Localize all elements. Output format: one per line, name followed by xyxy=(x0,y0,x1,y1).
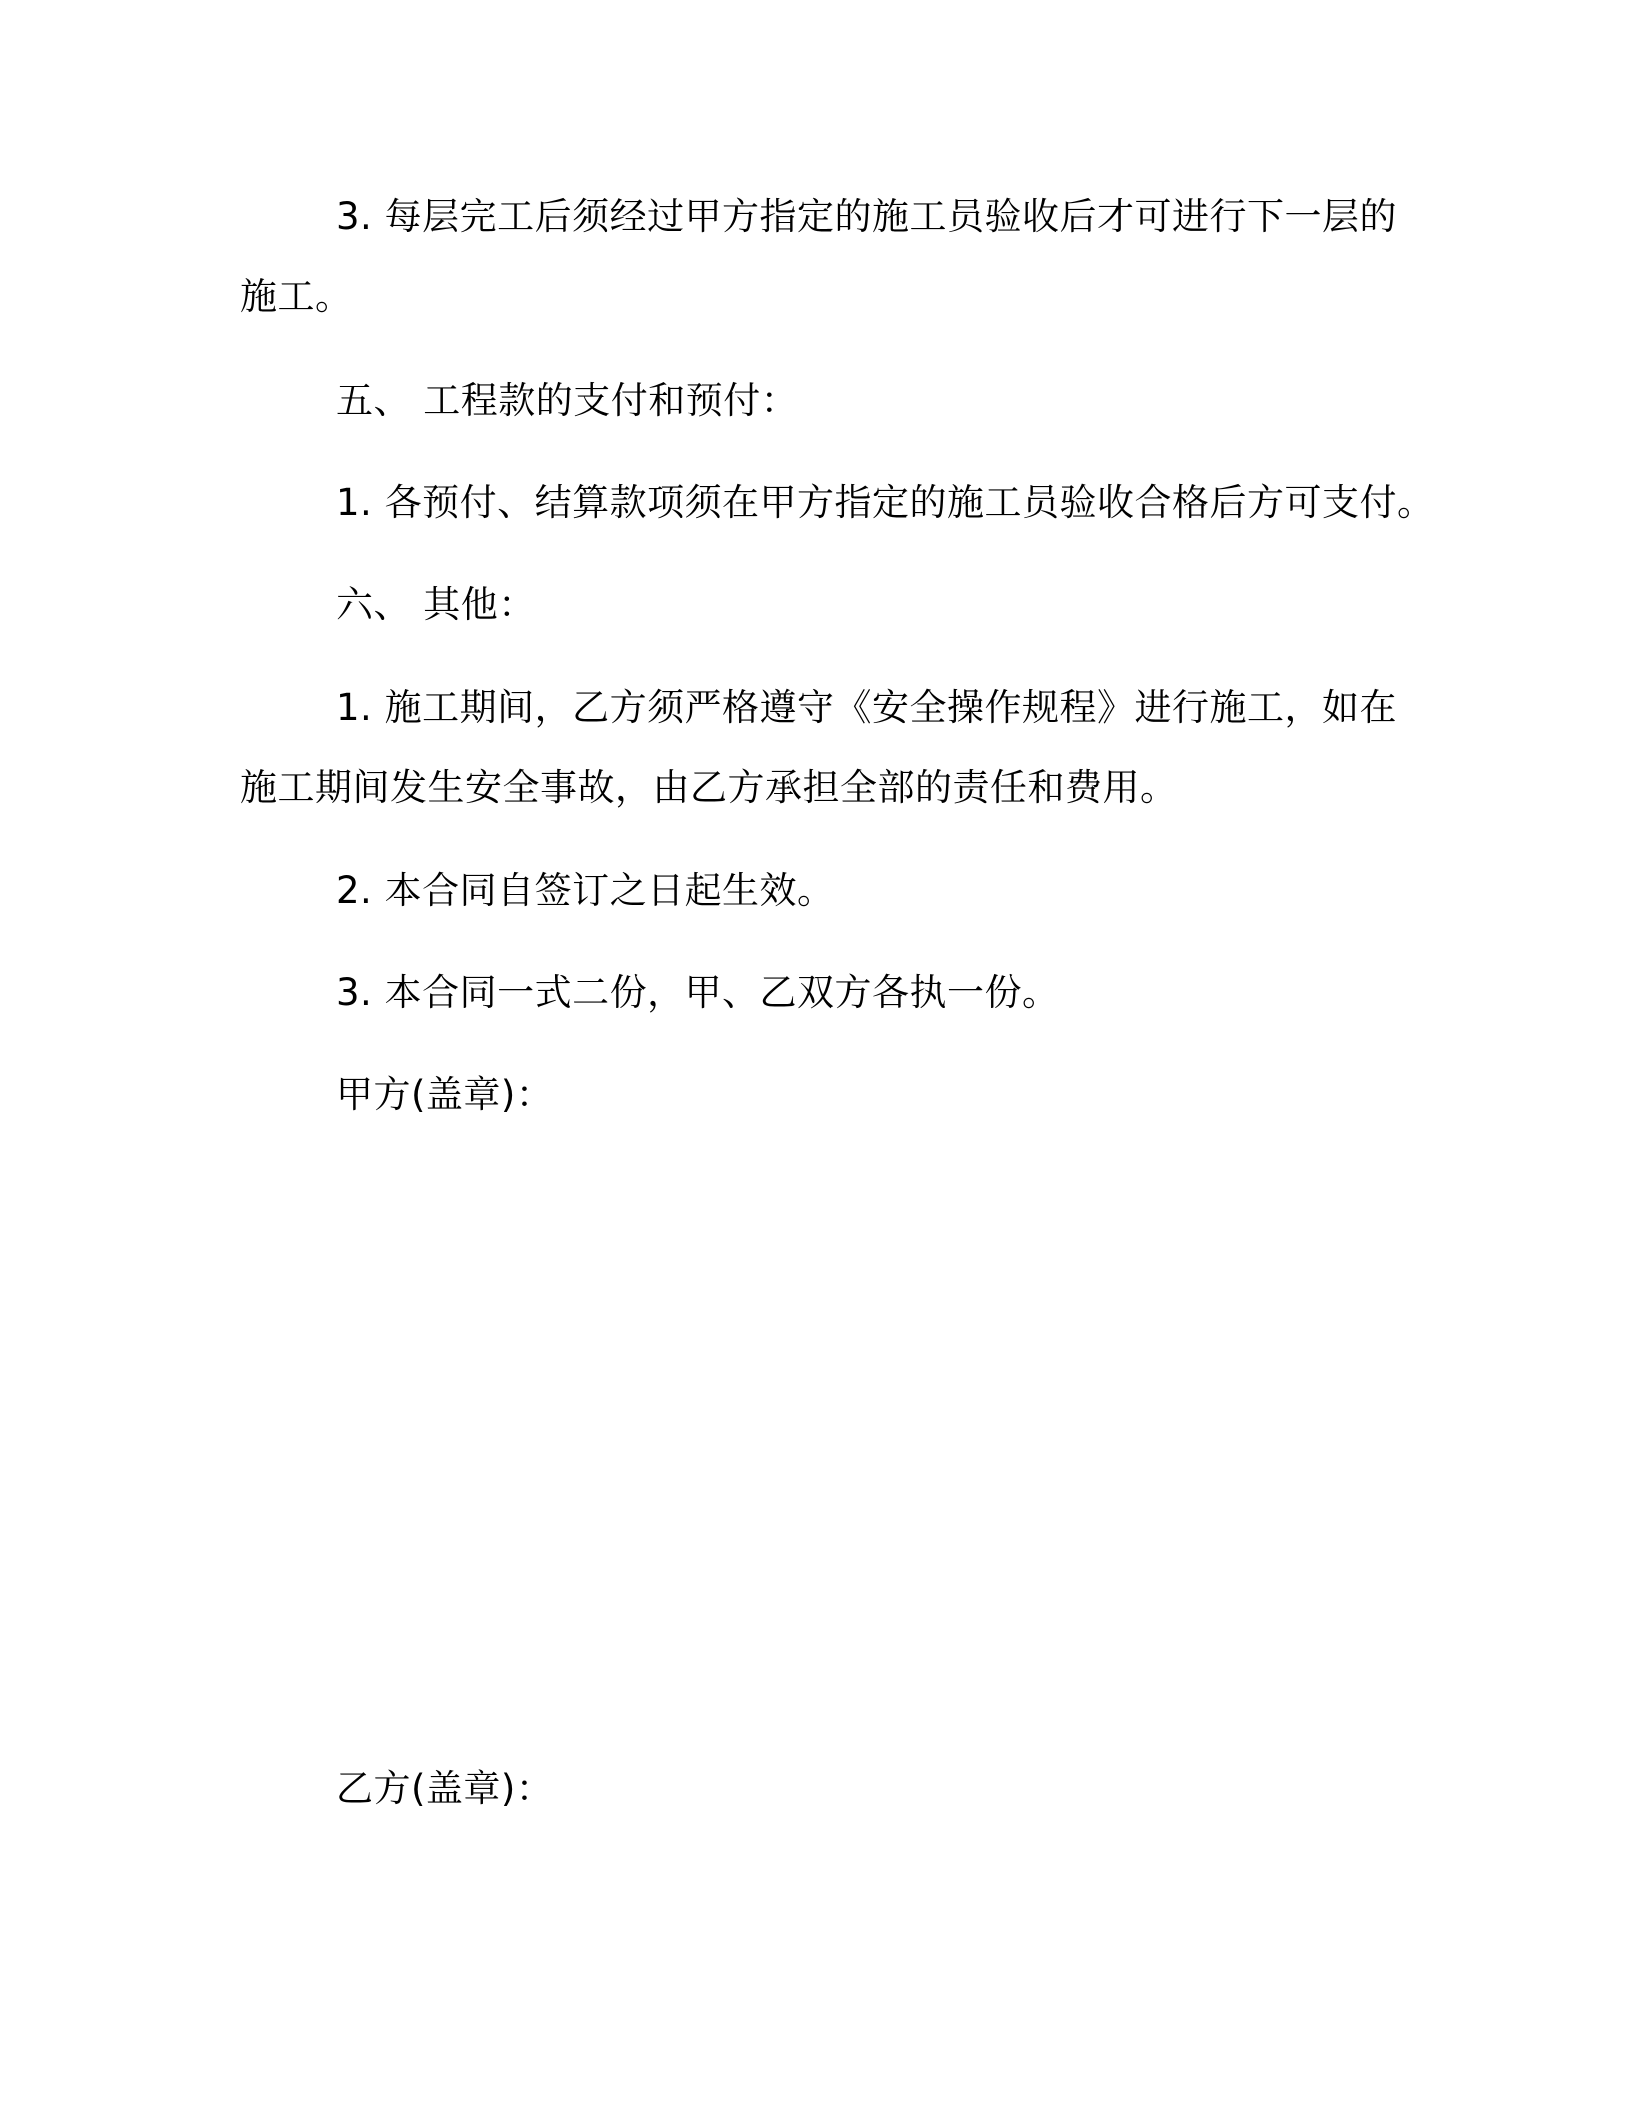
clause-payment: 1. 各预付、结算款项须在甲方指定的施工员验收合格后方可支付。 xyxy=(336,481,1435,524)
section-6-heading: 六、 其他： xyxy=(336,583,536,626)
clause-effective: 2. 本合同自签订之日起生效。 xyxy=(336,869,835,912)
clause-copies: 3. 本合同一式二份，甲、乙双方各执一份。 xyxy=(336,971,1060,1014)
section-5-heading: 五、 工程款的支付和预付： xyxy=(336,379,799,422)
party-a-seal-label: 甲方(盖章)： xyxy=(336,1073,554,1116)
party-b-seal-label: 乙方(盖章)： xyxy=(336,1767,554,1810)
clause-3-inspection: 3. 每层完工后须经过甲方指定的施工员验收后才可进行下一层的施工。 xyxy=(240,195,1398,318)
clause-safety: 1. 施工期间，乙方须严格遵守《安全操作规程》进行施工，如在施工期间发生安全事故，由乙方承担全部的责任和费用。 xyxy=(240,686,1398,809)
